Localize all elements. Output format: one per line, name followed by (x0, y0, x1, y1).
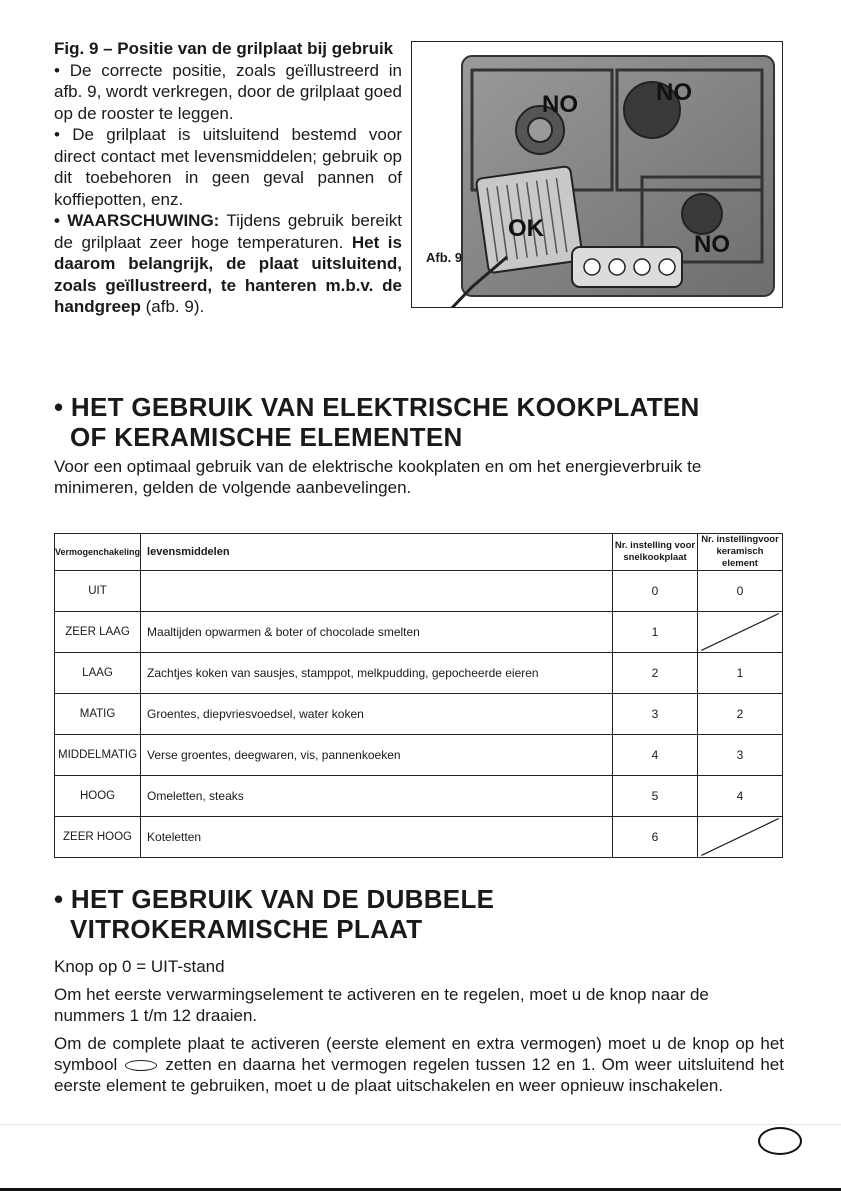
warning-paragraph (54, 210, 402, 318)
header-ceramic: Nr. instellingvoor keramisch element (698, 534, 783, 571)
paragraph-complete-part-b: zetten en daarna het vermogen regelen tussen 12 en 1. Om weer uitsluitend het eerste element te gebruiken, moet u de plaat uitschakelen en weer opnieuw inschakelen. (54, 1055, 784, 1095)
table-row (55, 817, 783, 858)
table-row (55, 776, 783, 817)
warning-text: Tijdens gebruik bereikt de grilplaat zeer hoge temperaturen. (54, 211, 402, 252)
cell-food: Omeletten, steaks (141, 776, 613, 817)
header-food: levensmiddelen (141, 534, 613, 571)
table-row (55, 571, 783, 612)
bullet-usage: • De grilplaat is uitsluitend bestemd voor direct contact met levensmiddelen; gebruik op dit toebehoren in geen geval pannen of koffiepotten, enz. (54, 125, 402, 209)
warning-end: (afb. 9). (140, 297, 205, 316)
cell-ceramic: 0 (698, 571, 783, 612)
warning-label: • WAARSCHUWING: (54, 211, 220, 230)
hob-illustration (412, 42, 782, 307)
table-header-row (55, 534, 783, 571)
cell-food: Verse groentes, deegwaren, vis, pannenkoeken (141, 735, 613, 776)
cell-food: Zachtjes koken van sausjes, stamppot, melkpudding, gepocheerde eieren (141, 653, 613, 694)
heading-line-2: OF KERAMISCHE ELEMENTEN (70, 422, 463, 452)
section-heading-electric (54, 392, 700, 452)
cell-ceramic: 2 (698, 694, 783, 735)
paragraph-complete-part-a: Om de complete plaat te activeren (eerste element en extra vermogen) moet u de knop op het symbool (54, 1034, 784, 1074)
cell-level: ZEER LAAG (55, 612, 141, 653)
label-ok: OK (508, 215, 544, 242)
intro-paragraph: Voor een optimaal gebruik van de elektrische kookplaten en om het energieverbruik te minimeren, gelden de volgende aanbevelingen. (54, 457, 702, 497)
cell-food (141, 571, 613, 612)
section-heading-vitroceramic (54, 884, 494, 944)
label-no-2: NO (656, 79, 692, 106)
cell-ceramic-na (698, 817, 783, 858)
cell-ceramic-na (698, 612, 783, 653)
heading-line-2: VITROKERAMISCHE PLAAT (70, 914, 423, 944)
table-row (55, 735, 783, 776)
paragraph-complete-plate (54, 1033, 784, 1096)
cell-level: UIT (55, 571, 141, 612)
figure-grill-plate (411, 41, 783, 308)
figure-title: Fig. 9 – Positie van de grilplaat bij gebruik (54, 39, 394, 58)
cell-hotplate: 0 (613, 571, 698, 612)
section-body-vitroceramic (54, 956, 784, 1103)
diagonal-slash (698, 612, 782, 652)
cell-level: HOOG (55, 776, 141, 817)
header-power: Vermogenchakeling (55, 534, 141, 571)
section-intro-electric (54, 456, 784, 505)
label-no-1: NO (542, 91, 578, 118)
paragraph-first-element: Om het eerste verwarmingselement te activeren en te regelen, moet u de knop naar de nummers 1 t/m 12 draaien. (54, 985, 709, 1025)
header-hotplate: Nr. instelling voor snelkookplaat (613, 534, 698, 571)
bullet-position: • De correcte positie, zoals geïllustreerd in afb. 9, wordt verkregen, door de grilplaat goed op de rooster te leggen. (54, 60, 402, 123)
cell-ceramic: 3 (698, 735, 783, 776)
cell-food: Koteletten (141, 817, 613, 858)
cell-level: MATIG (55, 694, 141, 735)
cell-food: Groentes, diepvriesvoedsel, water koken (141, 694, 613, 735)
cell-level: ZEER HOOG (55, 817, 141, 858)
cell-hotplate: 2 (613, 653, 698, 694)
label-no-3: NO (694, 231, 730, 258)
cell-ceramic: 1 (698, 653, 783, 694)
cell-food: Maaltijden opwarmen & boter of chocolade smelten (141, 612, 613, 653)
cell-ceramic: 4 (698, 776, 783, 817)
table-row (55, 653, 783, 694)
footer-divider (0, 1124, 841, 1125)
language-oval-icon (758, 1127, 802, 1155)
table-row (55, 612, 783, 653)
dual-zone-symbol-icon (125, 1060, 157, 1071)
cell-level: MIDDELMATIG (55, 735, 141, 776)
cell-level: LAAG (55, 653, 141, 694)
intro-text (54, 38, 402, 318)
cell-hotplate: 5 (613, 776, 698, 817)
figure-caption: Afb. 9 (426, 250, 463, 265)
cell-hotplate: 3 (613, 694, 698, 735)
table-row (55, 694, 783, 735)
cell-hotplate: 4 (613, 735, 698, 776)
heading-line-1: • HET GEBRUIK VAN DE DUBBELE (54, 884, 495, 914)
paragraph-off: Knop op 0 = UIT-stand (54, 957, 225, 976)
cell-hotplate: 1 (613, 612, 698, 653)
heading-line-1: • HET GEBRUIK VAN ELEKTRISCHE KOOKPLATEN (54, 392, 700, 422)
diagonal-slash (698, 817, 782, 857)
warning-bold: Het is daarom belangrijk, de plaat uitsluitend, zoals geïllustreerd, te hanteren m.b.v. de handgreep (54, 232, 402, 316)
cooking-settings-table (54, 533, 783, 858)
cell-hotplate: 6 (613, 817, 698, 858)
